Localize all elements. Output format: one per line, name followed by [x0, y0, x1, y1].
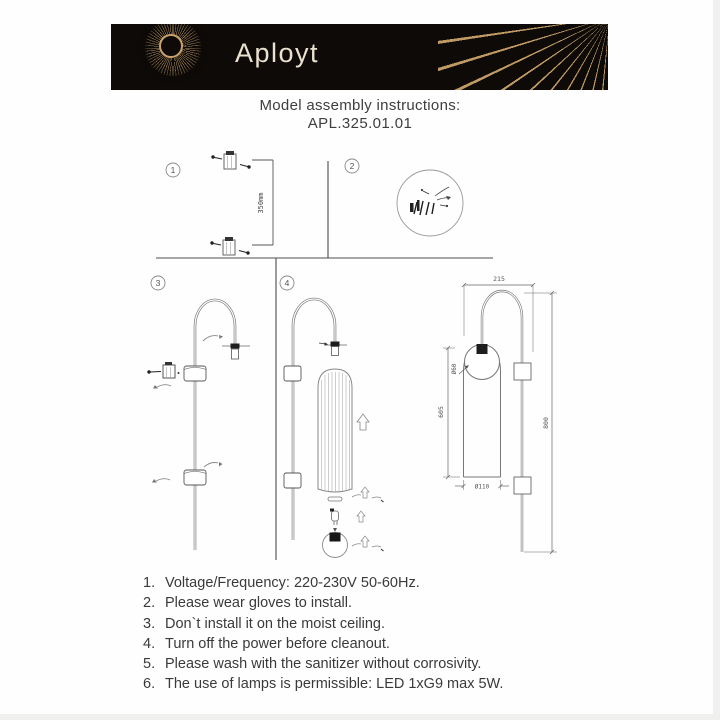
list-item — [143, 614, 623, 634]
pole-collar-upper-2 — [284, 366, 301, 381]
lamp-socket-2 — [319, 342, 347, 356]
step-4-badge — [280, 276, 294, 290]
wiring-detail-circle — [397, 170, 463, 236]
step-3-number: 3 — [155, 278, 161, 288]
drawing-collar-upper — [514, 363, 531, 380]
gold-rays-decoration — [438, 24, 608, 90]
item-number: 6. — [143, 676, 156, 693]
item-number: 1. — [143, 575, 156, 591]
item-number: 4. — [143, 635, 156, 652]
step-4-number: 4 — [284, 278, 290, 288]
step-1-panel — [210, 151, 273, 255]
glass-ball — [323, 533, 348, 558]
dim-shade-dia-label: Ø110 — [474, 483, 490, 491]
lamp-pole — [195, 300, 235, 550]
dim-605-label: 605 — [437, 406, 445, 418]
pole-collar-lower-2 — [284, 473, 301, 488]
assembly-diagram — [0, 140, 720, 570]
item-number: 2. — [143, 595, 156, 612]
g9-bulb — [330, 509, 339, 533]
drawing-pole — [482, 291, 522, 552]
dim-215-label: 215 — [493, 275, 505, 283]
dim-215 — [462, 283, 535, 352]
wall-bracket-top — [211, 151, 250, 169]
dim-ball-dia-label: Ø60 — [451, 363, 458, 375]
item-text: Please wash with the sanitizer without corrosivity. — [165, 656, 482, 673]
push-gesture-marks — [352, 487, 384, 551]
step-2-number: 2 — [349, 161, 355, 171]
list-item — [143, 573, 623, 593]
step-3-badge — [151, 276, 165, 290]
shade-ring — [328, 497, 342, 501]
brand-banner — [111, 24, 608, 90]
item-text: Please wear gloves to install. — [165, 595, 352, 612]
panel-dividers — [156, 161, 493, 560]
sheet-title: Model assembly instructions: — [259, 97, 461, 114]
fluted-glass-shade — [318, 369, 352, 492]
bracket-screw-detail — [147, 362, 179, 378]
list-item — [143, 654, 623, 674]
step-4-panel — [284, 299, 384, 558]
item-number: 5. — [143, 656, 156, 673]
dim-350mm-label: 350mm — [257, 192, 265, 214]
step-2-panel — [397, 170, 463, 236]
list-item — [143, 674, 623, 694]
list-item — [143, 593, 623, 613]
wiring-sketch — [410, 187, 451, 215]
step-2-badge — [345, 159, 359, 173]
dim-800 — [524, 291, 557, 554]
pole-collar-upper — [184, 366, 206, 381]
wall-bracket-bottom — [210, 237, 249, 255]
drawing-socket — [477, 344, 488, 354]
lamp-socket — [222, 344, 250, 360]
list-item — [143, 634, 623, 654]
item-text: Turn off the power before cleanout. — [165, 635, 390, 652]
step-3-panel — [147, 300, 250, 550]
drawing-collar-lower — [514, 477, 531, 494]
item-number: 3. — [143, 615, 156, 632]
brand-name: Aployt — [235, 38, 320, 68]
dim-800-label: 800 — [542, 417, 550, 429]
model-number: APL.325.01.01 — [307, 115, 413, 132]
up-arrow-icon — [357, 414, 369, 430]
step-1-number: 1 — [170, 165, 176, 175]
dimensioned-drawing — [437, 275, 557, 554]
step-1-badge — [166, 163, 180, 177]
instruction-list — [143, 573, 623, 695]
right-edge-border — [713, 0, 720, 720]
pole-collar-lower — [184, 470, 206, 485]
starburst-core — [159, 34, 183, 58]
item-text: Voltage/Frequency: 220-230V 50-60Hz. — [165, 575, 420, 591]
item-text: Don`t install it on the moist ceiling. — [165, 615, 386, 632]
bottom-edge-border — [0, 714, 720, 720]
item-text: The use of lamps is permissible: LED 1xG9 max 5W. — [165, 676, 504, 693]
turn-gesture-marks — [152, 335, 223, 483]
